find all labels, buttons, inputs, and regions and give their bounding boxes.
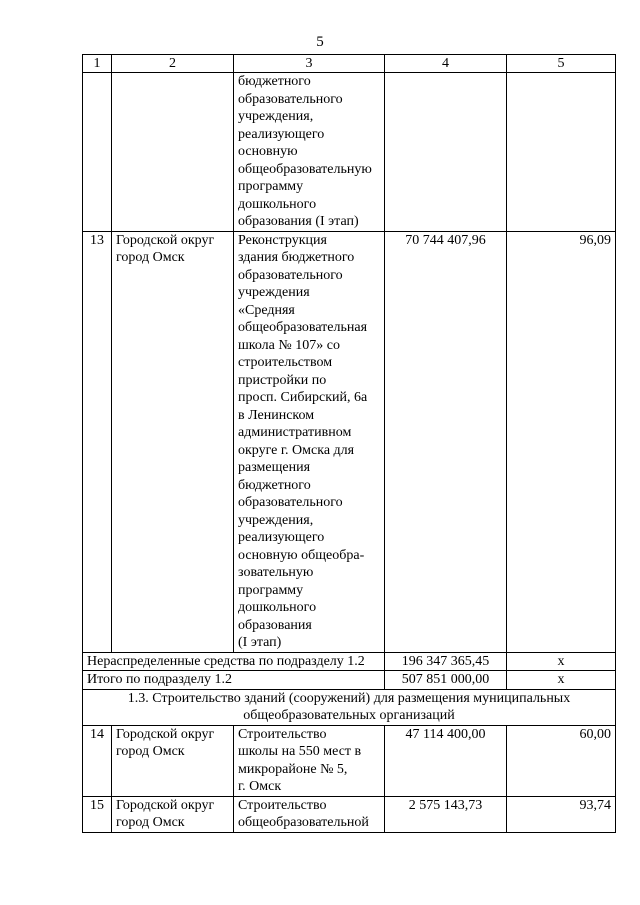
description-line: реализующего: [238, 530, 325, 545]
object-description: [234, 231, 385, 652]
description-line: образования: [238, 617, 312, 633]
cofinancing-percent: 60,00: [507, 725, 616, 796]
row-number: 15: [83, 796, 112, 832]
description-line: школа № 107» со: [238, 337, 340, 353]
description-line: дошкольного: [238, 196, 317, 212]
budget-table: [82, 54, 616, 833]
object-description: [234, 796, 385, 832]
description-line: учреждения,: [238, 109, 314, 124]
table-row-15: [83, 796, 616, 832]
description-line: реализующего: [238, 126, 325, 142]
municipality-name: Городской округ город Омск: [112, 231, 234, 652]
cell-empty: [507, 73, 616, 232]
description-line: бюджетного: [238, 74, 311, 89]
description-line: программу: [238, 582, 304, 598]
summary-amount: 507 851 000,00: [385, 671, 507, 690]
cofinancing-percent: 93,74: [507, 796, 616, 832]
row-number: 13: [83, 231, 112, 652]
description-line: (I этап): [238, 635, 282, 650]
summary-amount: 196 347 365,45: [385, 652, 507, 671]
description-line: образовательного: [238, 267, 343, 283]
description-line: школы на 550 мест в: [238, 744, 362, 759]
table-header-row: [83, 55, 616, 73]
summary-label: Итого по подразделу 1.2: [83, 671, 385, 690]
description-line: размещения: [238, 460, 311, 475]
table-row-14: [83, 725, 616, 796]
description-line: общеобразовательная: [238, 320, 368, 335]
header-col-5: 5: [507, 55, 616, 73]
description-line: дошкольного: [238, 600, 317, 615]
summary-row-total: [83, 671, 616, 690]
cell-empty: [112, 73, 234, 232]
page-number: 5: [316, 34, 324, 50]
description-line: микрорайоне № 5,: [238, 761, 348, 777]
description-line: учреждения,: [238, 512, 314, 528]
description-line: просп. Сибирский, 6а: [238, 390, 368, 405]
description-line: округе г. Омска для: [238, 442, 355, 458]
description-line: здания бюджетного: [238, 250, 355, 265]
description-line: г. Омск: [238, 779, 282, 794]
description-line: пристройки по: [238, 372, 327, 388]
summary-row-undistributed: [83, 652, 616, 671]
description-line: общеобразовательную: [238, 161, 372, 177]
table-row-continued: [83, 73, 616, 232]
table-row-13: [83, 231, 616, 652]
description-line: основную общеобра-: [238, 547, 365, 563]
description-line: Строительство: [238, 797, 327, 813]
subsidy-amount: 47 114 400,00: [385, 725, 507, 796]
row-number: 14: [83, 725, 112, 796]
description-line: строительством: [238, 355, 333, 370]
description-line: в Ленинском: [238, 407, 315, 423]
description-line: Строительство: [238, 726, 327, 742]
subsidy-amount: 70 744 407,96: [385, 231, 507, 652]
header-col-4: 4: [385, 55, 507, 73]
description-line: образовательного: [238, 91, 343, 107]
municipality-name: Городской округ город Омск: [112, 796, 234, 832]
header-col-2: 2: [112, 55, 234, 73]
summary-mark: x: [507, 671, 616, 690]
object-description: [234, 725, 385, 796]
description-line: программу: [238, 179, 304, 194]
header-col-3: 3: [234, 55, 385, 73]
section-heading: 1.3. Строительство зданий (сооружений) для размещения муниципальных общеобразовательных организаций: [83, 689, 616, 725]
description-line: бюджетного: [238, 477, 311, 493]
description-line: образовательного: [238, 495, 343, 510]
cell-empty: [385, 73, 507, 232]
description-line: «Средняя: [238, 302, 295, 318]
header-col-1: 1: [83, 55, 112, 73]
description-line: Реконструкция: [238, 232, 327, 248]
description-line: зовательную: [238, 565, 314, 580]
section-heading-row: [83, 689, 616, 725]
object-description: [234, 73, 385, 232]
cell-empty: [83, 73, 112, 232]
description-line: административном: [238, 425, 352, 440]
description-line: образования (I этап): [238, 214, 359, 229]
municipality-name: Городской округ город Омск: [112, 725, 234, 796]
description-line: основную: [238, 144, 298, 159]
summary-label: Нераспределенные средства по подразделу 1.2: [83, 652, 385, 671]
subsidy-amount: 2 575 143,73: [385, 796, 507, 832]
description-line: общеобразовательной: [238, 815, 369, 830]
description-line: учреждения: [238, 285, 310, 300]
cofinancing-percent: 96,09: [507, 231, 616, 652]
summary-mark: x: [507, 652, 616, 671]
